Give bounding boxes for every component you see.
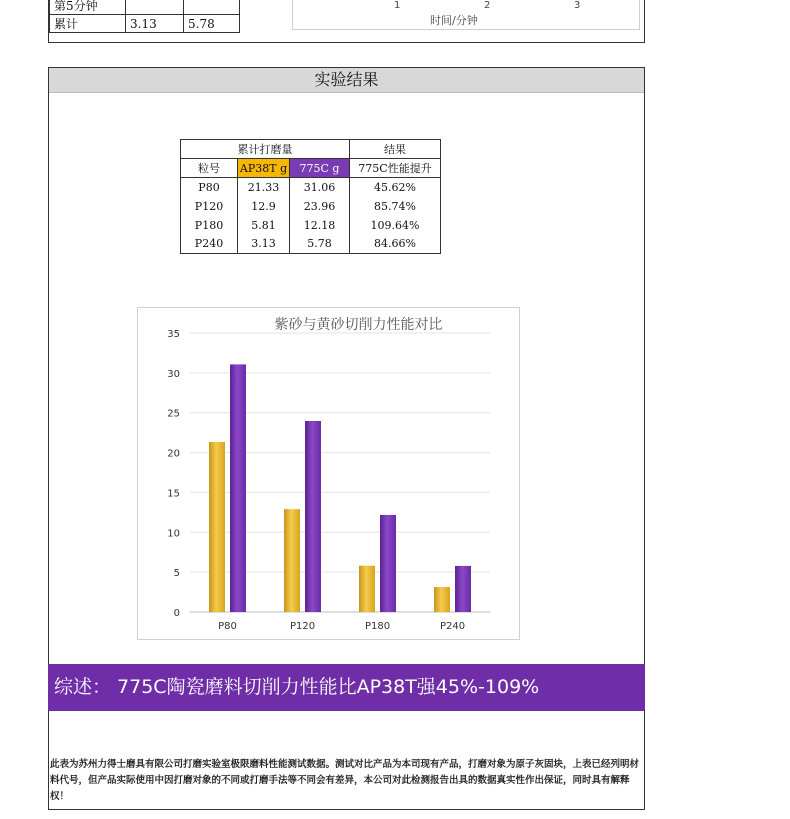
- results-table: [180, 139, 441, 254]
- bar-775c: [455, 566, 471, 612]
- bar-ap38t: [434, 587, 450, 612]
- improvement-cell: 109.64%: [350, 216, 441, 235]
- table-header-row: [181, 159, 441, 178]
- grit-cell: P180: [181, 216, 238, 235]
- bar-775c: [305, 421, 321, 612]
- ap38t-header: AP38T g: [238, 159, 290, 178]
- timing-table: [49, 0, 240, 33]
- improvement-cell: 45.62%: [350, 178, 441, 197]
- x-tick-label: 1: [394, 0, 401, 11]
- y-tick-label: 30: [167, 368, 180, 380]
- bar-ap38t: [209, 442, 225, 612]
- y-tick-label: 0: [173, 608, 180, 619]
- result-header: 结果: [350, 140, 441, 159]
- ap38t-cell: 3.13: [238, 235, 290, 254]
- c775-cell: 23.96: [290, 197, 350, 216]
- ap38t-cell: 12.9: [238, 197, 290, 216]
- table-row: [181, 235, 441, 254]
- y-tick-label: 35: [167, 329, 180, 340]
- grit-header: 粒号: [181, 159, 238, 178]
- y-tick-label: 20: [167, 448, 180, 460]
- row-label: 累计: [50, 15, 126, 33]
- panel-title: 实验结果: [49, 68, 644, 93]
- table-row: [181, 216, 441, 235]
- ap38t-cell: 5.81: [238, 216, 290, 235]
- grit-cell: P120: [181, 197, 238, 216]
- table-row: [50, 15, 240, 33]
- x-axis-label: 时间/分钟: [430, 14, 478, 27]
- x-tick-label: P120: [289, 621, 316, 632]
- c775-header: 775C g: [290, 159, 350, 178]
- c775-value: [184, 0, 240, 15]
- y-tick-label: 25: [167, 408, 180, 420]
- improvement-cell: 85.74%: [350, 197, 441, 216]
- group-header: 累计打磨量: [181, 140, 350, 159]
- row-label: 第5分钟: [50, 0, 126, 15]
- x-tick-label: P240: [439, 621, 466, 632]
- bar-775c: [380, 515, 396, 612]
- bar-ap38t: [359, 566, 375, 612]
- disclaimer-text: 此表为苏州力得士磨具有限公司打磨实验室极限磨料性能测试数据。测试对比产品为本司现有产品，打磨对象为原子灰固块，上表已经列明材料代号，但产品实际使用中因打磨对象的不同或打磨手法等不同会有差异，本公司对此检测报告出具的数据真实性作出保证，同时具有解释权！: [50, 759, 640, 802]
- improvement-header: 775C性能提升: [350, 159, 441, 178]
- c775-cell: 5.78: [290, 235, 350, 254]
- table-header-row: [181, 140, 441, 159]
- ap38t-value: 3.13: [126, 15, 184, 33]
- summary-banner: 综述： 775C陶瓷磨料切削力性能比AP38T强45%-109%: [48, 664, 645, 711]
- bar-chart-svg: [138, 308, 519, 639]
- grit-cell: P240: [181, 235, 238, 254]
- x-tick-label: P180: [364, 621, 391, 632]
- x-tick-label: 3: [574, 0, 581, 11]
- comparison-chart: [137, 307, 520, 640]
- table-row: [50, 0, 240, 15]
- c775-cell: 12.18: [290, 216, 350, 235]
- bar-ap38t: [284, 509, 300, 612]
- y-tick-label: 5: [173, 568, 180, 580]
- c775-cell: 31.06: [290, 178, 350, 197]
- y-tick-label: 15: [167, 488, 180, 500]
- grit-cell: P80: [181, 178, 238, 197]
- chart-title: 紫砂与黄砂切削力性能对比: [274, 317, 443, 333]
- improvement-cell: 84.66%: [350, 235, 441, 254]
- ap38t-value: [126, 0, 184, 15]
- bar-775c: [230, 364, 246, 612]
- x-tick-label: P80: [218, 621, 237, 632]
- c775-value: 5.78: [184, 15, 240, 33]
- table-row: [181, 197, 441, 216]
- table-row: [181, 178, 441, 197]
- x-tick-label: 2: [484, 0, 491, 11]
- y-tick-label: 10: [167, 528, 180, 540]
- ap38t-cell: 21.33: [238, 178, 290, 197]
